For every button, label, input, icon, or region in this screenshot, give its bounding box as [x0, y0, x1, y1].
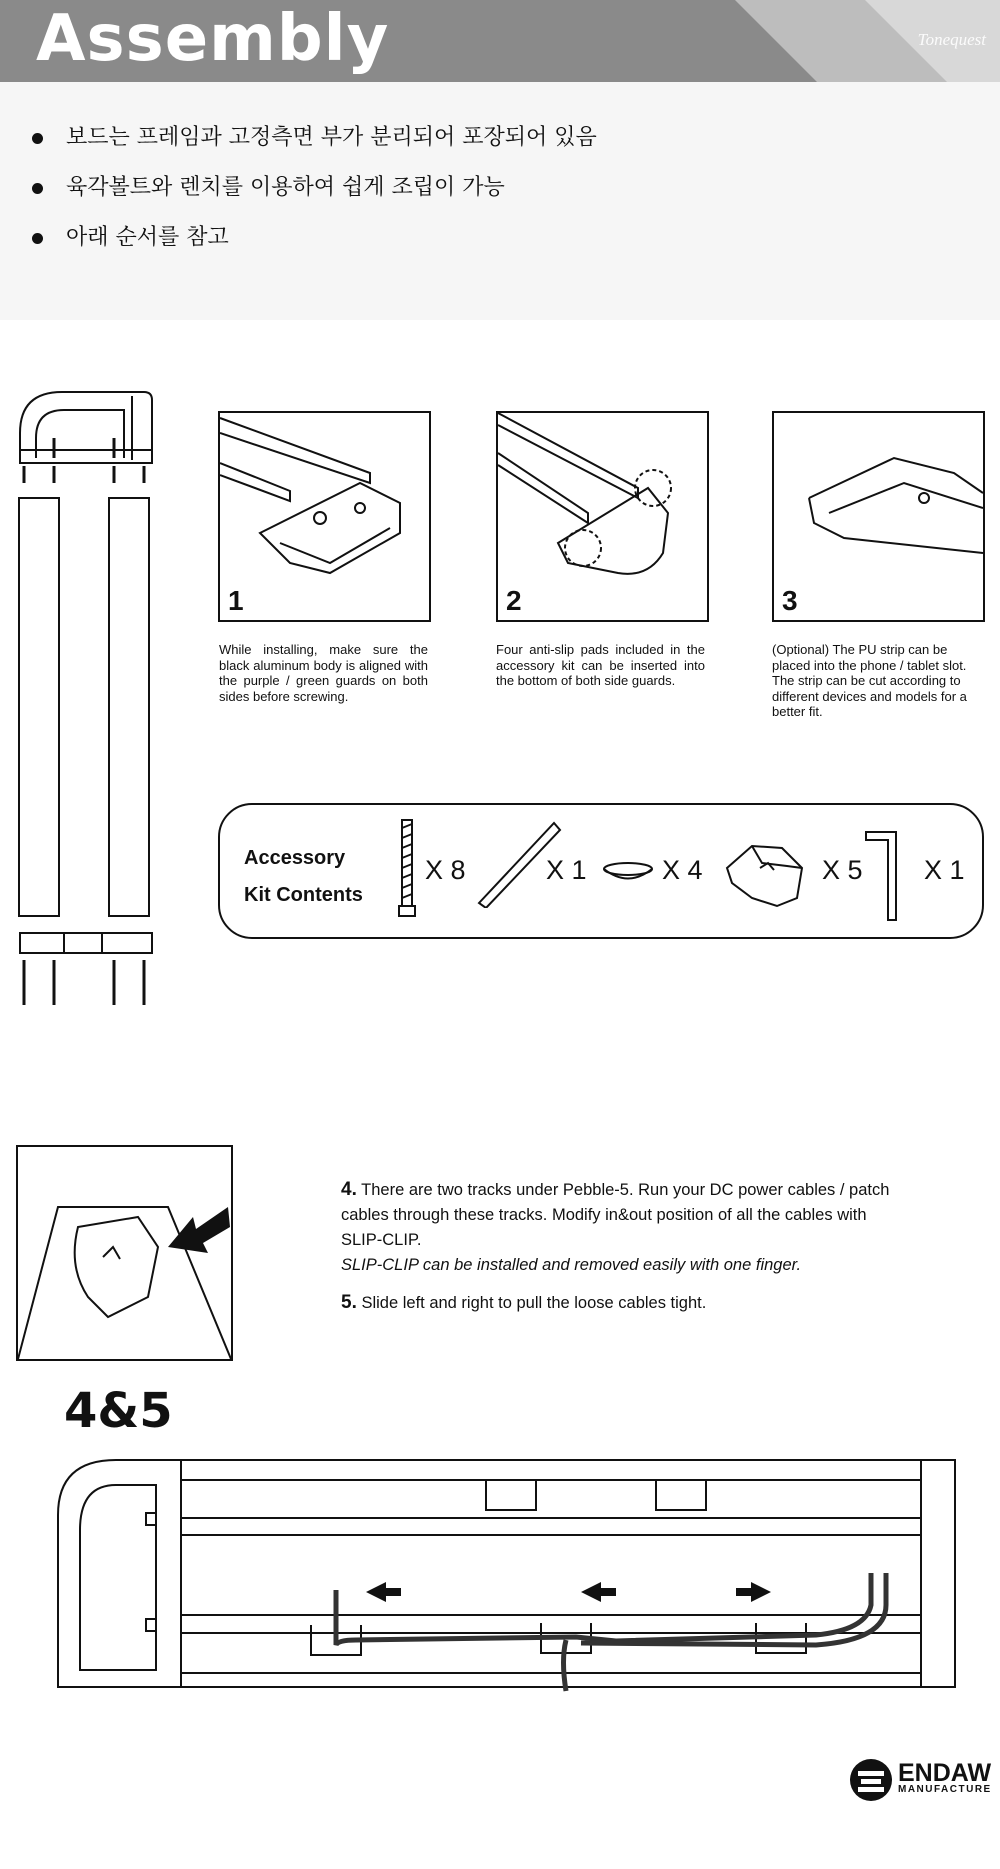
kit-qty-pads: X 4: [662, 855, 703, 885]
step-4-paragraph: [341, 1177, 901, 1278]
step-4-italic-note: SLIP-CLIP can be installed and removed easily with one finger.: [341, 1256, 802, 1274]
step-4-number: 4.: [341, 1179, 357, 1200]
step-1-caption: While installing, make sure the black aluminum body is aligned with the purple / green guards on both sides before screwing.: [219, 642, 428, 704]
endaw-brand-name: ENDAW: [898, 1759, 992, 1787]
kit-qty-screws: X 8: [425, 855, 466, 885]
kit-qty-strip: X 1: [546, 855, 587, 885]
step-3-number: 3: [782, 585, 798, 616]
exploded-frame-diagram: [14, 388, 164, 1013]
board-cable-routing-diagram: [56, 1455, 961, 1695]
step-1-illustration: [220, 413, 429, 620]
step-4-5-instructions: [341, 1177, 901, 1328]
step-1-number: 1: [228, 585, 244, 616]
kit-qty-wrench: X 1: [924, 855, 965, 885]
screw-icon: [396, 818, 418, 920]
step-1-panel: [218, 411, 431, 622]
anti-slip-pad-icon: [602, 860, 654, 882]
kit-title-line2: Kit Contents: [244, 884, 363, 906]
page-title: Assembly: [36, 2, 390, 76]
step-5-number: 5.: [341, 1292, 357, 1313]
step-4-closeup-panel: [16, 1145, 233, 1361]
kit-title-line1: Accessory: [244, 847, 346, 869]
step-4-5-label: 4&5: [64, 1383, 173, 1439]
intro-bullet: 보드는 프레임과 고정측면 부가 분리되어 포장되어 있음: [30, 124, 597, 174]
intro-bullet: 육각볼트와 렌치를 이용하여 쉽게 조립이 가능: [30, 174, 597, 224]
step-2-illustration: [498, 413, 707, 620]
step-3-panel: [772, 411, 985, 622]
slip-clip-closeup-illustration: [18, 1147, 231, 1359]
step-5-text: Slide left and right to pull the loose cables tight.: [361, 1294, 707, 1312]
endaw-logo-icon: [848, 1757, 894, 1803]
endaw-brand: [898, 1759, 992, 1796]
kit-qty-clips: X 5: [822, 855, 863, 885]
hex-wrench-icon: [864, 830, 904, 922]
endaw-brand-sub: MANUFACTURE: [898, 1784, 992, 1795]
intro-section: [0, 82, 1000, 320]
step-3-caption: (Optional) The PU strip can be placed into the phone / tablet slot. The strip can be cut according to different devices and models for a better fit.: [772, 642, 967, 719]
step-4-text: There are two tracks under Pebble-5. Run your DC power cables / patch cables through these tracks. Modify in&out position of all the cables with SLIP-CLIP.: [341, 1181, 890, 1249]
intro-bullet: 아래 순서를 참고: [30, 224, 597, 274]
step-5-paragraph: [341, 1290, 901, 1316]
step-3-illustration: [774, 413, 983, 620]
step-2-panel: [496, 411, 709, 622]
header-banner: [0, 0, 1000, 82]
accessory-kit-title: [244, 840, 363, 914]
brand-logo: Tonequest: [917, 30, 986, 49]
intro-list: [30, 124, 597, 274]
slip-clip-icon: [722, 838, 808, 908]
step-2-caption: Four anti-slip pads included in the accessory kit can be inserted into the bottom of both side guards.: [496, 642, 705, 688]
step-2-number: 2: [506, 585, 522, 616]
